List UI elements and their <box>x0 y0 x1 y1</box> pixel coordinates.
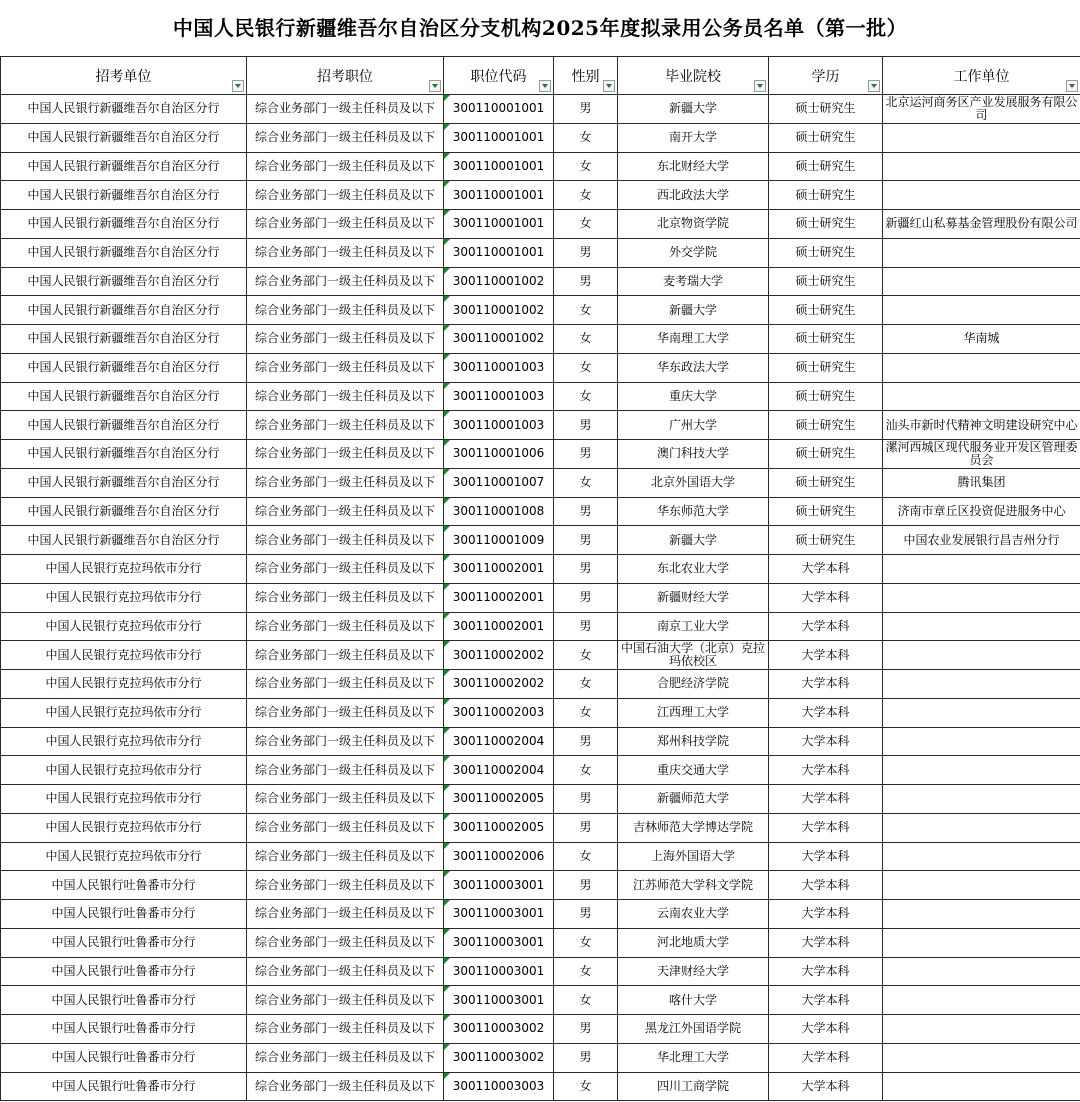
cell-unit[interactable]: 中国人民银行新疆维吾尔自治区分行 <box>1 123 247 152</box>
table-row <box>1 785 1080 814</box>
cell-degree[interactable]: 硕士研究生 <box>769 440 883 469</box>
cell-employer[interactable] <box>883 842 1080 871</box>
cell-code[interactable]: 300110002005 <box>444 785 554 814</box>
cell-school[interactable]: 北京物资学院 <box>618 210 769 239</box>
cell-code[interactable]: 300110002003 <box>444 698 554 727</box>
cell-school[interactable]: 江苏师范大学科文学院 <box>618 871 769 900</box>
cell-employer[interactable] <box>883 698 1080 727</box>
cell-degree[interactable]: 大学本科 <box>769 756 883 785</box>
cell-school[interactable]: 华东政法大学 <box>618 353 769 382</box>
cell-position[interactable]: 综合业务部门一级主任科员及以下 <box>247 238 444 267</box>
cell-degree[interactable]: 硕士研究生 <box>769 325 883 354</box>
cell-employer[interactable] <box>883 900 1080 929</box>
table-row <box>1 900 1080 929</box>
cell-code[interactable]: 300110001006 <box>444 440 554 469</box>
cell-gender[interactable]: 男 <box>554 727 618 756</box>
cell-unit[interactable]: 中国人民银行克拉玛依市分行 <box>1 727 247 756</box>
cell-school[interactable]: 华南理工大学 <box>618 325 769 354</box>
cell-code[interactable]: 300110002005 <box>444 813 554 842</box>
cell-employer[interactable]: 济南市章丘区投资促进服务中心 <box>883 497 1080 526</box>
cell-unit[interactable]: 中国人民银行新疆维吾尔自治区分行 <box>1 382 247 411</box>
cell-code[interactable]: 300110001001 <box>444 181 554 210</box>
cell-unit[interactable]: 中国人民银行吐鲁番市分行 <box>1 1015 247 1044</box>
cell-code[interactable]: 300110002002 <box>444 670 554 699</box>
cell-position[interactable]: 综合业务部门一级主任科员及以下 <box>247 641 444 670</box>
cell-position[interactable]: 综合业务部门一级主任科员及以下 <box>247 95 444 124</box>
cell-degree[interactable]: 硕士研究生 <box>769 468 883 497</box>
cell-unit[interactable]: 中国人民银行新疆维吾尔自治区分行 <box>1 353 247 382</box>
cell-degree[interactable]: 大学本科 <box>769 900 883 929</box>
cell-unit[interactable]: 中国人民银行新疆维吾尔自治区分行 <box>1 526 247 555</box>
cell-unit[interactable]: 中国人民银行新疆维吾尔自治区分行 <box>1 325 247 354</box>
cell-code[interactable]: 300110002004 <box>444 756 554 785</box>
cell-degree[interactable]: 硕士研究生 <box>769 497 883 526</box>
filter-dropdown-icon[interactable] <box>1066 80 1078 92</box>
cell-position[interactable]: 综合业务部门一级主任科员及以下 <box>247 813 444 842</box>
table-row <box>1 296 1080 325</box>
cell-gender[interactable]: 男 <box>554 238 618 267</box>
cell-degree[interactable]: 大学本科 <box>769 583 883 612</box>
filter-dropdown-icon[interactable] <box>429 80 441 92</box>
cell-position[interactable]: 综合业务部门一级主任科员及以下 <box>247 296 444 325</box>
cell-school[interactable]: 华东师范大学 <box>618 497 769 526</box>
cell-gender[interactable]: 女 <box>554 353 618 382</box>
cell-code[interactable]: 300110001001 <box>444 238 554 267</box>
cell-code[interactable]: 300110001007 <box>444 468 554 497</box>
table-row <box>1 353 1080 382</box>
cell-position[interactable]: 综合业务部门一级主任科员及以下 <box>247 583 444 612</box>
cell-school[interactable]: 云南农业大学 <box>618 900 769 929</box>
cell-gender[interactable]: 男 <box>554 267 618 296</box>
cell-employer[interactable] <box>883 181 1080 210</box>
cell-degree[interactable]: 硕士研究生 <box>769 210 883 239</box>
cell-position[interactable]: 综合业务部门一级主任科员及以下 <box>247 612 444 641</box>
cell-school[interactable]: 新疆师范大学 <box>618 785 769 814</box>
table-row <box>1 842 1080 871</box>
table-row <box>1 670 1080 699</box>
cell-code[interactable]: 300110003001 <box>444 900 554 929</box>
cell-employer[interactable]: 北京运河商务区产业发展服务有限公司 <box>883 95 1080 124</box>
cell-position[interactable]: 综合业务部门一级主任科员及以下 <box>247 698 444 727</box>
cell-unit[interactable]: 中国人民银行吐鲁番市分行 <box>1 928 247 957</box>
column-header-employer[interactable]: 工作单位 <box>883 57 1080 95</box>
cell-degree[interactable]: 大学本科 <box>769 670 883 699</box>
cell-code[interactable]: 300110003001 <box>444 871 554 900</box>
cell-employer[interactable] <box>883 353 1080 382</box>
cell-employer[interactable]: 漯河西城区现代服务业开发区管理委员会 <box>883 440 1080 469</box>
cell-position[interactable]: 综合业务部门一级主任科员及以下 <box>247 957 444 986</box>
cell-code[interactable]: 300110003001 <box>444 957 554 986</box>
cell-gender[interactable]: 女 <box>554 123 618 152</box>
cell-code[interactable]: 300110001002 <box>444 267 554 296</box>
table-row <box>1 267 1080 296</box>
cell-code[interactable]: 300110003002 <box>444 1015 554 1044</box>
table-body <box>1 95 1080 1101</box>
cell-school[interactable]: 南京工业大学 <box>618 612 769 641</box>
cell-position[interactable]: 综合业务部门一级主任科员及以下 <box>247 526 444 555</box>
column-header-gender[interactable]: 性别 <box>554 57 618 95</box>
cell-employer[interactable] <box>883 641 1080 670</box>
cell-degree[interactable]: 硕士研究生 <box>769 123 883 152</box>
cell-degree[interactable]: 大学本科 <box>769 813 883 842</box>
cell-code[interactable]: 300110003001 <box>444 986 554 1015</box>
cell-position[interactable]: 综合业务部门一级主任科员及以下 <box>247 1072 444 1101</box>
cell-school[interactable]: 外交学院 <box>618 238 769 267</box>
table-row <box>1 95 1080 124</box>
cell-position[interactable]: 综合业务部门一级主任科员及以下 <box>247 785 444 814</box>
cell-position[interactable]: 综合业务部门一级主任科员及以下 <box>247 986 444 1015</box>
cell-degree[interactable]: 大学本科 <box>769 957 883 986</box>
cell-unit[interactable]: 中国人民银行新疆维吾尔自治区分行 <box>1 468 247 497</box>
cell-degree[interactable]: 硕士研究生 <box>769 353 883 382</box>
cell-unit[interactable]: 中国人民银行克拉玛依市分行 <box>1 583 247 612</box>
table-row <box>1 468 1080 497</box>
cell-code[interactable]: 300110002004 <box>444 727 554 756</box>
cell-code[interactable]: 300110001009 <box>444 526 554 555</box>
cell-employer[interactable] <box>883 123 1080 152</box>
cell-position[interactable]: 综合业务部门一级主任科员及以下 <box>247 727 444 756</box>
cell-degree[interactable]: 大学本科 <box>769 555 883 584</box>
cell-position[interactable]: 综合业务部门一级主任科员及以下 <box>247 325 444 354</box>
cell-gender[interactable]: 男 <box>554 1015 618 1044</box>
cell-degree[interactable]: 硕士研究生 <box>769 526 883 555</box>
cell-employer[interactable] <box>883 871 1080 900</box>
cell-employer[interactable] <box>883 238 1080 267</box>
cell-unit[interactable]: 中国人民银行新疆维吾尔自治区分行 <box>1 95 247 124</box>
cell-position[interactable]: 综合业务部门一级主任科员及以下 <box>247 123 444 152</box>
cell-school[interactable]: 麦考瑞大学 <box>618 267 769 296</box>
cell-school[interactable]: 合肥经济学院 <box>618 670 769 699</box>
cell-gender[interactable]: 男 <box>554 813 618 842</box>
cell-unit[interactable]: 中国人民银行克拉玛依市分行 <box>1 670 247 699</box>
cell-employer[interactable] <box>883 1015 1080 1044</box>
cell-position[interactable]: 综合业务部门一级主任科员及以下 <box>247 871 444 900</box>
cell-code[interactable]: 300110001003 <box>444 353 554 382</box>
cell-gender[interactable]: 女 <box>554 842 618 871</box>
cell-code[interactable]: 300110002002 <box>444 641 554 670</box>
cell-position[interactable]: 综合业务部门一级主任科员及以下 <box>247 928 444 957</box>
cell-school[interactable]: 重庆交通大学 <box>618 756 769 785</box>
cell-unit[interactable]: 中国人民银行新疆维吾尔自治区分行 <box>1 181 247 210</box>
cell-school[interactable]: 新疆财经大学 <box>618 583 769 612</box>
cell-school[interactable]: 郑州科技学院 <box>618 727 769 756</box>
cell-school[interactable]: 华北理工大学 <box>618 1043 769 1072</box>
cell-gender[interactable]: 女 <box>554 210 618 239</box>
cell-employer[interactable] <box>883 756 1080 785</box>
cell-employer[interactable]: 腾讯集团 <box>883 468 1080 497</box>
table-row <box>1 928 1080 957</box>
cell-employer[interactable]: 汕头市新时代精神文明建设研究中心 <box>883 411 1080 440</box>
cell-school[interactable]: 江西理工大学 <box>618 698 769 727</box>
column-header-position[interactable]: 招考职位 <box>247 57 444 95</box>
cell-gender[interactable]: 女 <box>554 296 618 325</box>
cell-unit[interactable]: 中国人民银行克拉玛依市分行 <box>1 555 247 584</box>
cell-employer[interactable] <box>883 555 1080 584</box>
cell-school[interactable]: 西北政法大学 <box>618 181 769 210</box>
cell-position[interactable]: 综合业务部门一级主任科员及以下 <box>247 152 444 181</box>
filter-dropdown-icon[interactable] <box>539 80 551 92</box>
cell-gender[interactable]: 男 <box>554 555 618 584</box>
table-row <box>1 1015 1080 1044</box>
cell-position[interactable]: 综合业务部门一级主任科员及以下 <box>247 181 444 210</box>
cell-unit[interactable]: 中国人民银行吐鲁番市分行 <box>1 871 247 900</box>
cell-gender[interactable]: 女 <box>554 468 618 497</box>
cell-code[interactable]: 300110002001 <box>444 583 554 612</box>
cell-position[interactable]: 综合业务部门一级主任科员及以下 <box>247 1015 444 1044</box>
cell-gender[interactable]: 男 <box>554 871 618 900</box>
cell-position[interactable]: 综合业务部门一级主任科员及以下 <box>247 382 444 411</box>
cell-code[interactable]: 300110001002 <box>444 296 554 325</box>
filter-dropdown-icon[interactable] <box>603 80 615 92</box>
cell-employer[interactable] <box>883 785 1080 814</box>
table-row <box>1 152 1080 181</box>
cell-degree[interactable]: 硕士研究生 <box>769 382 883 411</box>
cell-degree[interactable]: 大学本科 <box>769 727 883 756</box>
cell-code[interactable]: 300110001008 <box>444 497 554 526</box>
cell-gender[interactable]: 女 <box>554 670 618 699</box>
table-row <box>1 957 1080 986</box>
cell-position[interactable]: 综合业务部门一级主任科员及以下 <box>247 353 444 382</box>
table-row <box>1 210 1080 239</box>
cell-degree[interactable]: 大学本科 <box>769 986 883 1015</box>
cell-unit[interactable]: 中国人民银行新疆维吾尔自治区分行 <box>1 210 247 239</box>
cell-employer[interactable]: 华南城 <box>883 325 1080 354</box>
cell-code[interactable]: 300110003002 <box>444 1043 554 1072</box>
cell-school[interactable]: 北京外国语大学 <box>618 468 769 497</box>
cell-employer[interactable] <box>883 727 1080 756</box>
cell-school[interactable]: 四川工商学院 <box>618 1072 769 1101</box>
cell-code[interactable]: 300110001003 <box>444 382 554 411</box>
cell-employer[interactable] <box>883 612 1080 641</box>
cell-gender[interactable]: 女 <box>554 957 618 986</box>
table-row <box>1 440 1080 469</box>
cell-gender[interactable]: 女 <box>554 325 618 354</box>
cell-code[interactable]: 300110002001 <box>444 555 554 584</box>
cell-degree[interactable]: 大学本科 <box>769 785 883 814</box>
cell-position[interactable]: 综合业务部门一级主任科员及以下 <box>247 468 444 497</box>
cell-unit[interactable]: 中国人民银行新疆维吾尔自治区分行 <box>1 238 247 267</box>
cell-school[interactable]: 中国石油大学（北京）克拉玛依校区 <box>618 641 769 670</box>
cell-employer[interactable] <box>883 986 1080 1015</box>
cell-degree[interactable]: 大学本科 <box>769 871 883 900</box>
cell-gender[interactable]: 女 <box>554 756 618 785</box>
table-row <box>1 382 1080 411</box>
cell-degree[interactable]: 大学本科 <box>769 1072 883 1101</box>
table-row <box>1 612 1080 641</box>
cell-position[interactable]: 综合业务部门一级主任科员及以下 <box>247 555 444 584</box>
page-title: 中国人民银行新疆维吾尔自治区分支机构2025年度拟录用公务员名单（第一批） <box>172 16 908 40</box>
cell-position[interactable]: 综合业务部门一级主任科员及以下 <box>247 900 444 929</box>
cell-school[interactable]: 南开大学 <box>618 123 769 152</box>
cell-degree[interactable]: 硕士研究生 <box>769 238 883 267</box>
filter-dropdown-icon[interactable] <box>232 80 244 92</box>
cell-unit[interactable]: 中国人民银行克拉玛依市分行 <box>1 756 247 785</box>
cell-school[interactable]: 黑龙江外国语学院 <box>618 1015 769 1044</box>
table-row <box>1 1043 1080 1072</box>
cell-degree[interactable]: 大学本科 <box>769 1015 883 1044</box>
cell-code[interactable]: 300110002001 <box>444 612 554 641</box>
cell-school[interactable]: 新疆大学 <box>618 95 769 124</box>
table-header-row <box>1 57 1080 95</box>
table-row <box>1 497 1080 526</box>
cell-gender[interactable]: 男 <box>554 411 618 440</box>
cell-unit[interactable]: 中国人民银行克拉玛依市分行 <box>1 842 247 871</box>
cell-school[interactable]: 上海外国语大学 <box>618 842 769 871</box>
cell-employer[interactable]: 中国农业发展银行昌吉州分行 <box>883 526 1080 555</box>
cell-code[interactable]: 300110001001 <box>444 210 554 239</box>
cell-school[interactable]: 河北地质大学 <box>618 928 769 957</box>
cell-gender[interactable]: 女 <box>554 181 618 210</box>
cell-employer[interactable] <box>883 267 1080 296</box>
cell-position[interactable]: 综合业务部门一级主任科员及以下 <box>247 440 444 469</box>
cell-gender[interactable]: 女 <box>554 641 618 670</box>
cell-employer[interactable] <box>883 296 1080 325</box>
cell-employer[interactable] <box>883 670 1080 699</box>
table-row <box>1 555 1080 584</box>
table-row <box>1 813 1080 842</box>
cell-unit[interactable]: 中国人民银行克拉玛依市分行 <box>1 813 247 842</box>
cell-degree[interactable]: 大学本科 <box>769 1043 883 1072</box>
cell-position[interactable]: 综合业务部门一级主任科员及以下 <box>247 267 444 296</box>
cell-degree[interactable]: 大学本科 <box>769 842 883 871</box>
cell-gender[interactable]: 女 <box>554 986 618 1015</box>
cell-unit[interactable]: 中国人民银行吐鲁番市分行 <box>1 1043 247 1072</box>
cell-school[interactable]: 广州大学 <box>618 411 769 440</box>
cell-code[interactable]: 300110001003 <box>444 411 554 440</box>
column-header-degree[interactable]: 学历 <box>769 57 883 95</box>
table-row <box>1 526 1080 555</box>
cell-employer[interactable] <box>883 813 1080 842</box>
cell-gender[interactable]: 女 <box>554 928 618 957</box>
cell-school[interactable]: 东北农业大学 <box>618 555 769 584</box>
cell-position[interactable]: 综合业务部门一级主任科员及以下 <box>247 210 444 239</box>
cell-gender[interactable]: 男 <box>554 900 618 929</box>
table-row <box>1 1072 1080 1101</box>
cell-school[interactable]: 东北财经大学 <box>618 152 769 181</box>
cell-position[interactable]: 综合业务部门一级主任科员及以下 <box>247 756 444 785</box>
cell-unit[interactable]: 中国人民银行新疆维吾尔自治区分行 <box>1 411 247 440</box>
cell-position[interactable]: 综合业务部门一级主任科员及以下 <box>247 497 444 526</box>
table-row <box>1 727 1080 756</box>
table-row <box>1 181 1080 210</box>
cell-employer[interactable]: 新疆红山私募基金管理股份有限公司 <box>883 210 1080 239</box>
cell-employer[interactable] <box>883 382 1080 411</box>
cell-degree[interactable]: 硕士研究生 <box>769 95 883 124</box>
table-row <box>1 641 1080 670</box>
cell-employer[interactable] <box>883 1072 1080 1101</box>
cell-position[interactable]: 综合业务部门一级主任科员及以下 <box>247 670 444 699</box>
cell-degree[interactable]: 大学本科 <box>769 928 883 957</box>
cell-school[interactable]: 新疆大学 <box>618 526 769 555</box>
cell-gender[interactable]: 男 <box>554 95 618 124</box>
cell-degree[interactable]: 大学本科 <box>769 641 883 670</box>
cell-gender[interactable]: 男 <box>554 583 618 612</box>
cell-degree[interactable]: 硕士研究生 <box>769 411 883 440</box>
cell-employer[interactable] <box>883 583 1080 612</box>
cell-degree[interactable]: 大学本科 <box>769 698 883 727</box>
cell-gender[interactable]: 男 <box>554 785 618 814</box>
cell-degree[interactable]: 硕士研究生 <box>769 152 883 181</box>
cell-gender[interactable]: 女 <box>554 698 618 727</box>
cell-employer[interactable] <box>883 152 1080 181</box>
cell-unit[interactable]: 中国人民银行克拉玛依市分行 <box>1 698 247 727</box>
cell-unit[interactable]: 中国人民银行新疆维吾尔自治区分行 <box>1 497 247 526</box>
cell-employer[interactable] <box>883 957 1080 986</box>
cell-code[interactable]: 300110003003 <box>444 1072 554 1101</box>
cell-gender[interactable]: 男 <box>554 612 618 641</box>
table-row <box>1 756 1080 785</box>
cell-degree[interactable]: 硕士研究生 <box>769 267 883 296</box>
cell-school[interactable]: 喀什大学 <box>618 986 769 1015</box>
table-row <box>1 698 1080 727</box>
table-row <box>1 871 1080 900</box>
cell-unit[interactable]: 中国人民银行克拉玛依市分行 <box>1 612 247 641</box>
cell-code[interactable]: 300110001001 <box>444 123 554 152</box>
cell-code[interactable]: 300110002006 <box>444 842 554 871</box>
cell-unit[interactable]: 中国人民银行吐鲁番市分行 <box>1 900 247 929</box>
cell-unit[interactable]: 中国人民银行新疆维吾尔自治区分行 <box>1 296 247 325</box>
cell-position[interactable]: 综合业务部门一级主任科员及以下 <box>247 1043 444 1072</box>
cell-position[interactable]: 综合业务部门一级主任科员及以下 <box>247 842 444 871</box>
cell-unit[interactable]: 中国人民银行克拉玛依市分行 <box>1 785 247 814</box>
cell-employer[interactable] <box>883 928 1080 957</box>
filter-dropdown-icon[interactable] <box>754 80 766 92</box>
cell-unit[interactable]: 中国人民银行吐鲁番市分行 <box>1 957 247 986</box>
column-header-code[interactable]: 职位代码 <box>444 57 554 95</box>
table-row <box>1 238 1080 267</box>
cell-gender[interactable]: 男 <box>554 440 618 469</box>
cell-unit[interactable]: 中国人民银行吐鲁番市分行 <box>1 1072 247 1101</box>
cell-unit[interactable]: 中国人民银行新疆维吾尔自治区分行 <box>1 152 247 181</box>
filter-dropdown-icon[interactable] <box>868 80 880 92</box>
candidate-table <box>0 56 1080 1101</box>
cell-unit[interactable]: 中国人民银行新疆维吾尔自治区分行 <box>1 267 247 296</box>
cell-position[interactable]: 综合业务部门一级主任科员及以下 <box>247 411 444 440</box>
cell-unit[interactable]: 中国人民银行克拉玛依市分行 <box>1 641 247 670</box>
cell-gender[interactable]: 男 <box>554 497 618 526</box>
cell-school[interactable]: 重庆大学 <box>618 382 769 411</box>
cell-code[interactable]: 300110003001 <box>444 928 554 957</box>
cell-gender[interactable]: 女 <box>554 152 618 181</box>
table-row <box>1 986 1080 1015</box>
cell-gender[interactable]: 男 <box>554 526 618 555</box>
cell-unit[interactable]: 中国人民银行新疆维吾尔自治区分行 <box>1 440 247 469</box>
cell-code[interactable]: 300110001001 <box>444 95 554 124</box>
cell-degree[interactable]: 硕士研究生 <box>769 296 883 325</box>
table-row <box>1 325 1080 354</box>
cell-employer[interactable] <box>883 1043 1080 1072</box>
table-row <box>1 583 1080 612</box>
cell-code[interactable]: 300110001001 <box>444 152 554 181</box>
cell-school[interactable]: 澳门科技大学 <box>618 440 769 469</box>
column-header-school[interactable]: 毕业院校 <box>618 57 769 95</box>
table-row <box>1 411 1080 440</box>
table-row <box>1 123 1080 152</box>
cell-code[interactable]: 300110001002 <box>444 325 554 354</box>
cell-gender[interactable]: 女 <box>554 382 618 411</box>
cell-gender[interactable]: 女 <box>554 1072 618 1101</box>
cell-school[interactable]: 吉林师范大学博达学院 <box>618 813 769 842</box>
cell-school[interactable]: 天津财经大学 <box>618 957 769 986</box>
cell-degree[interactable]: 硕士研究生 <box>769 181 883 210</box>
cell-degree[interactable]: 大学本科 <box>769 612 883 641</box>
cell-unit[interactable]: 中国人民银行吐鲁番市分行 <box>1 986 247 1015</box>
column-header-unit[interactable]: 招考单位 <box>1 57 247 95</box>
cell-gender[interactable]: 男 <box>554 1043 618 1072</box>
cell-school[interactable]: 新疆大学 <box>618 296 769 325</box>
